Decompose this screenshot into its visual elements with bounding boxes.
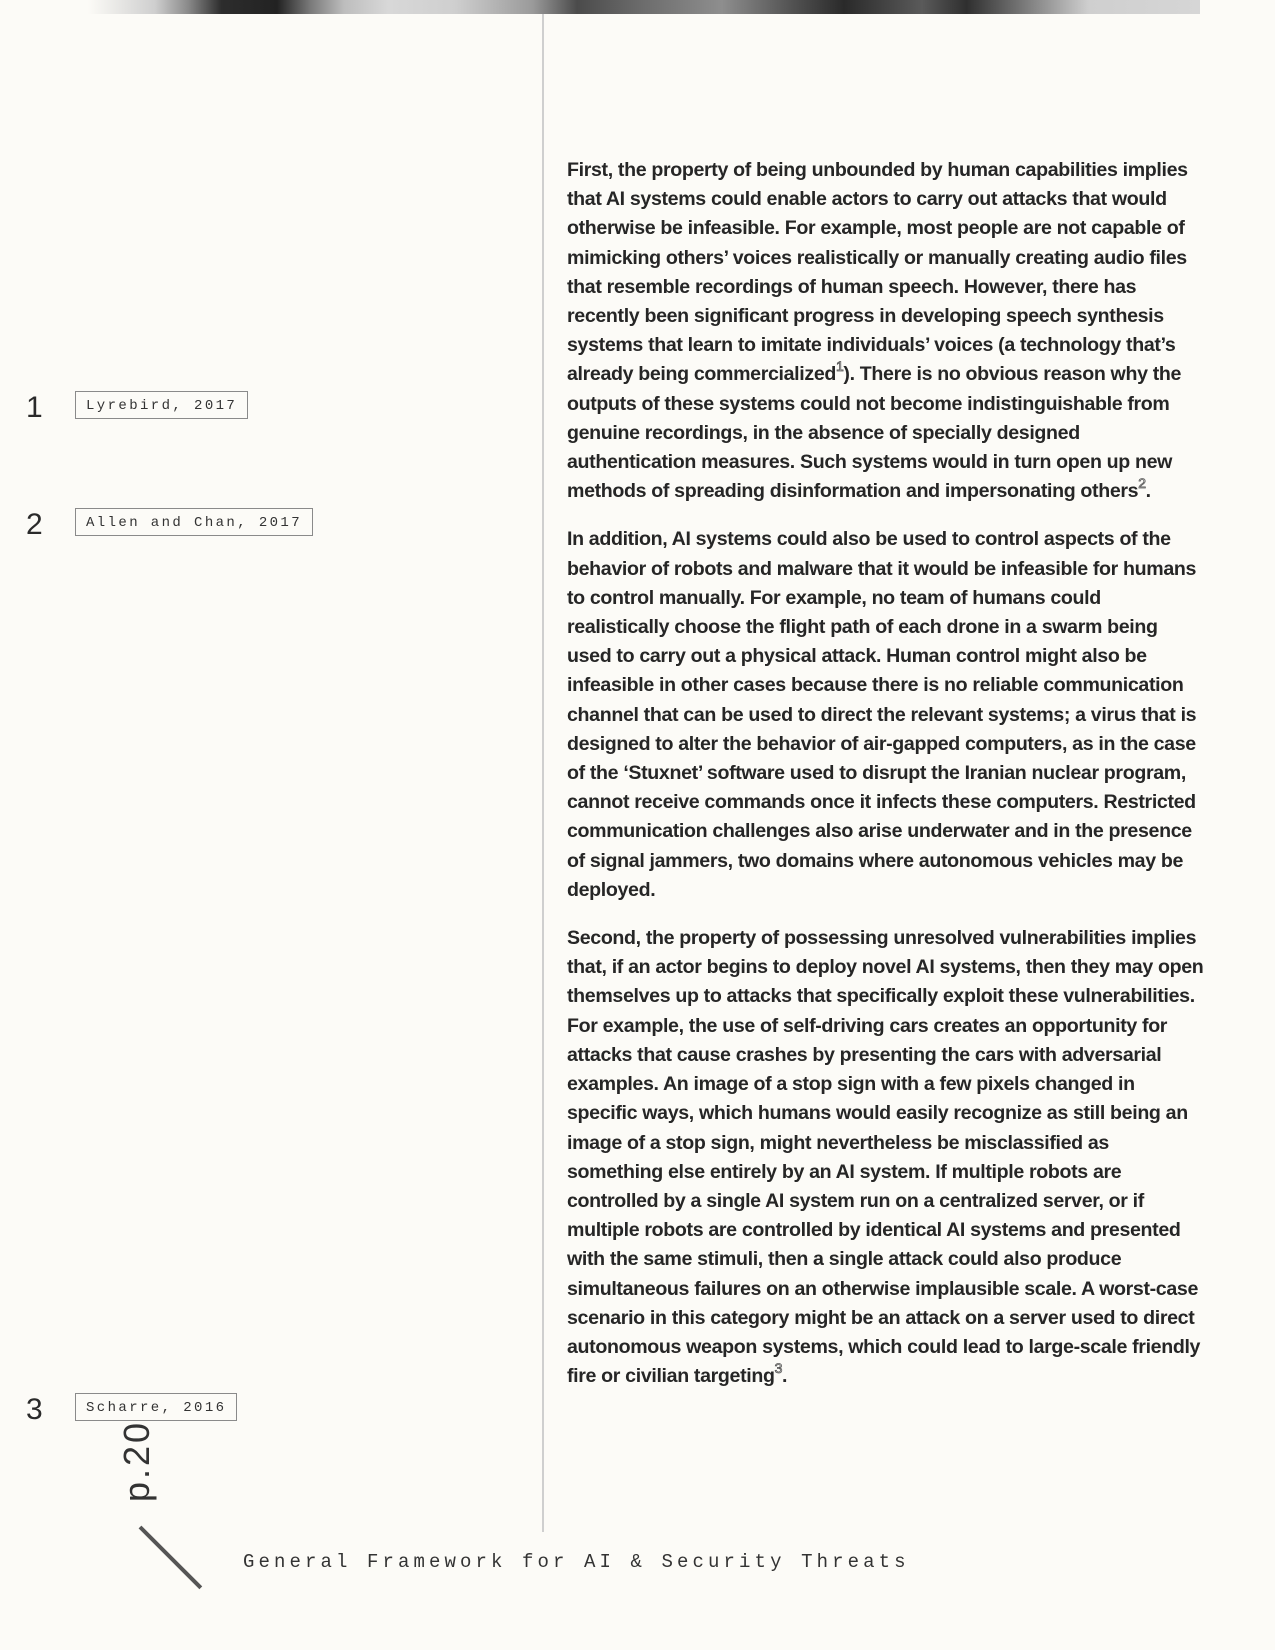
footnote-ref: 3 — [774, 1360, 783, 1377]
paragraph-text: Second, the property of possessing unresolved vulnerabilities implies that, if an actor begins to deploy novel AI systems, then they may open themselves up to attacks that specifically exploit these vulnerabilities. For example, the use of self-driving cars creates an opportunity for attacks that cause crashes by presenting the cars with adversarial examples. An image of a stop sign with a few pixels changed in specific ways, which humans would easily recognize as still being an image of a stop sign, might nevertheless be misclassified as something else entirely by an AI system. If multiple robots are controlled by a single AI system run on a centralized server, or if multiple robots are controlled by identical AI systems and presented with the same stimuli, then a single attack could also produce simultaneous failures on an otherwise implausible scale. A worst-case scenario in this category might be an attack on a server used to direct autonomous weapon systems, which could lead to large-scale friendly fire or civilian targeting — [567, 927, 1204, 1388]
paragraph-text: First, the property of being unbounded by human capabilities implies that AI systems could enable actors to carry out attacks that would otherwise be infeasible. For example, most people are not capable of mimicking others’ voices realistically or manually creating audio files that resemble recordings of human speech. However, there has recently been significant progress in developing speech synthesis systems that learn to imitate individuals’ voices (a technology that’s already being commercialized — [567, 159, 1188, 386]
paragraph-text: ). There is no obvious reason why the outputs of these systems could not become indistinguishable from genuine recordings, in the absence of specially designed authentication measures. Such systems would in turn open up new methods of spreading disinformation and impersonating others — [567, 363, 1182, 503]
paragraph-text: . — [1145, 480, 1151, 503]
top-gradient-bar — [88, 0, 1200, 14]
paragraph-text: . — [782, 1365, 788, 1388]
page-number: p.20 — [116, 1419, 158, 1503]
paragraph-text: In addition, AI systems could also be used to control aspects of the behavior of robots and malware that it would be infeasible for humans to control manually. For example, no team of humans could realistically choose the flight path of each drone in a swarm being used to carry out a physical attack. Human control might also be infeasible in other cases because there is no reliable communication channel that can be used to direct the relevant systems; a virus that is designed to alter the behavior of air-gapped computers, as in the case of the ‘Stuxnet’ software used to disrupt the Iranian nuclear program, cannot receive commands once it infects these computers. Restricted communication challenges also arise underwater and in the presence of signal jammers, two domains where autonomous vehicles may be deployed. — [567, 528, 1197, 901]
footnote-ref: 1 — [835, 358, 844, 375]
paragraph — [567, 525, 1207, 905]
sidenote-number: 2 — [26, 508, 43, 541]
main-body-text — [567, 156, 1207, 1410]
slash-decoration — [139, 1526, 203, 1590]
citation-box: Allen and Chan, 2017 — [75, 508, 313, 536]
sidenote-number: 1 — [26, 391, 43, 424]
column-divider — [542, 14, 544, 1532]
sidenote-number: 3 — [26, 1393, 43, 1426]
paragraph — [567, 924, 1207, 1391]
running-title: General Framework for AI & Security Threats — [243, 1551, 910, 1573]
citation-box: Lyrebird, 2017 — [75, 391, 248, 419]
footnote-ref: 2 — [1138, 475, 1146, 492]
paragraph — [567, 156, 1207, 506]
citation-box: Scharre, 2016 — [75, 1393, 237, 1421]
